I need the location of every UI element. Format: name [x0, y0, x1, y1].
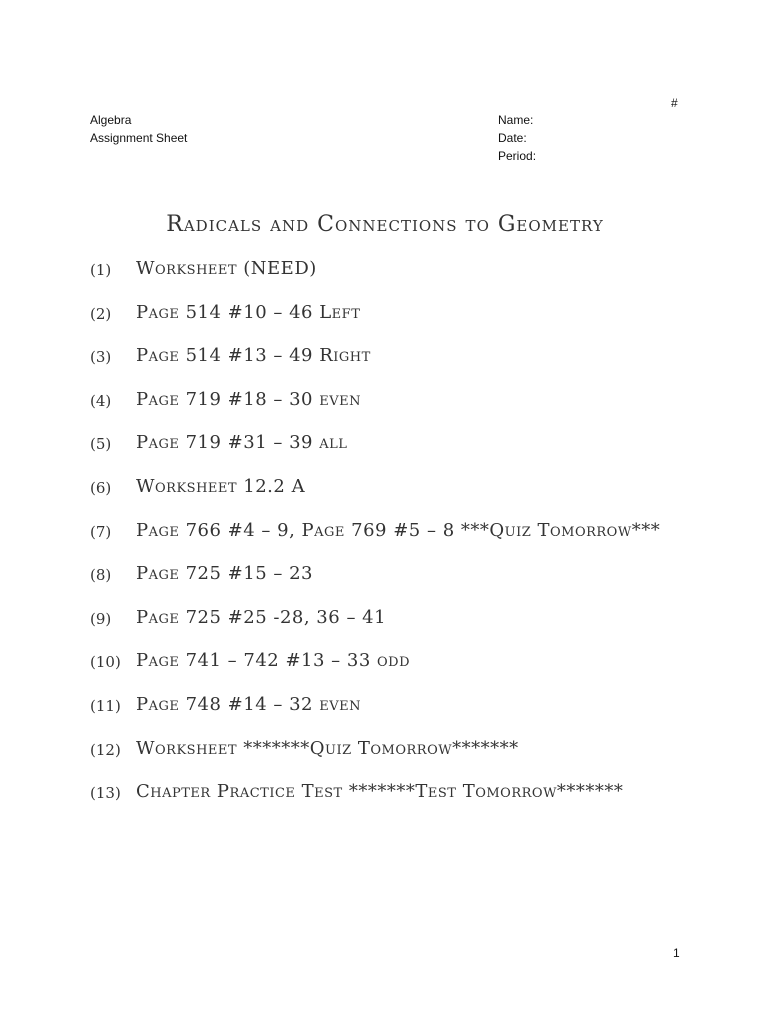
assignment-item	[90, 738, 660, 782]
assignment-number: (10)	[90, 653, 121, 672]
assignment-text: Worksheet 12.2 A	[136, 475, 306, 497]
assignment-item	[90, 650, 660, 694]
assignment-number: (3)	[90, 348, 112, 367]
name-label: Name:	[498, 113, 534, 127]
assignment-number: (8)	[90, 566, 112, 585]
assignment-text: Chapter Practice Test *******Test Tomorrow*******	[136, 781, 624, 803]
assignment-number: (9)	[90, 609, 112, 628]
assignment-list	[90, 258, 660, 825]
assignment-number: (12)	[90, 740, 121, 759]
assignment-item	[90, 476, 660, 520]
assignment-item	[90, 302, 660, 346]
date-label: Date:	[498, 131, 527, 145]
assignment-text: Page 725 #15 – 23	[136, 563, 314, 585]
assignment-number: (6)	[90, 478, 112, 497]
assignment-text: Worksheet (NEED)	[136, 258, 317, 279]
assignment-text: Page 741 – 742 #13 – 33 odd	[136, 650, 411, 672]
student-info	[498, 111, 536, 165]
assignment-text: Page 725 #25 -28, 36 – 41	[136, 606, 387, 628]
assignment-text: Worksheet *******Quiz Tomorrow*******	[136, 737, 519, 759]
assignment-item	[90, 607, 660, 651]
assignment-item	[90, 694, 660, 738]
assignment-text: Page 719 #31 – 39 all	[136, 432, 348, 454]
assignment-number: (1)	[90, 261, 112, 279]
course-name: Algebra	[90, 113, 132, 127]
assignment-text: Page 748 #14 – 32 even	[136, 693, 361, 715]
assignment-item	[90, 389, 660, 433]
assignment-item	[90, 258, 660, 302]
period-label: Period:	[498, 149, 537, 163]
assignment-number: (2)	[90, 304, 112, 323]
assignment-number: (11)	[90, 696, 121, 715]
hash-label: #	[671, 96, 678, 110]
document-title: Radicals and Connections to Geometry	[166, 212, 604, 237]
assignment-number: (5)	[90, 435, 112, 454]
assignment-text: Page 719 #18 – 30 even	[136, 388, 361, 410]
assignment-item	[90, 563, 660, 607]
assignment-number: (13)	[90, 784, 121, 803]
assignment-number: (4)	[90, 391, 112, 410]
assignment-item	[90, 781, 660, 825]
document-type: Assignment Sheet	[90, 131, 188, 145]
assignment-number: (7)	[90, 522, 112, 541]
page-number: 1	[673, 946, 680, 960]
assignment-item	[90, 432, 660, 476]
course-info	[90, 111, 187, 147]
assignment-text: Page 514 #10 – 46 Left	[136, 301, 361, 323]
assignment-text: Page 514 #13 – 49 Right	[136, 345, 371, 367]
assignment-item	[90, 345, 660, 389]
assignment-item	[90, 520, 660, 564]
assignment-text: Page 766 #4 – 9, Page 769 #5 – 8 ***Quiz Tomorrow***	[136, 519, 661, 541]
